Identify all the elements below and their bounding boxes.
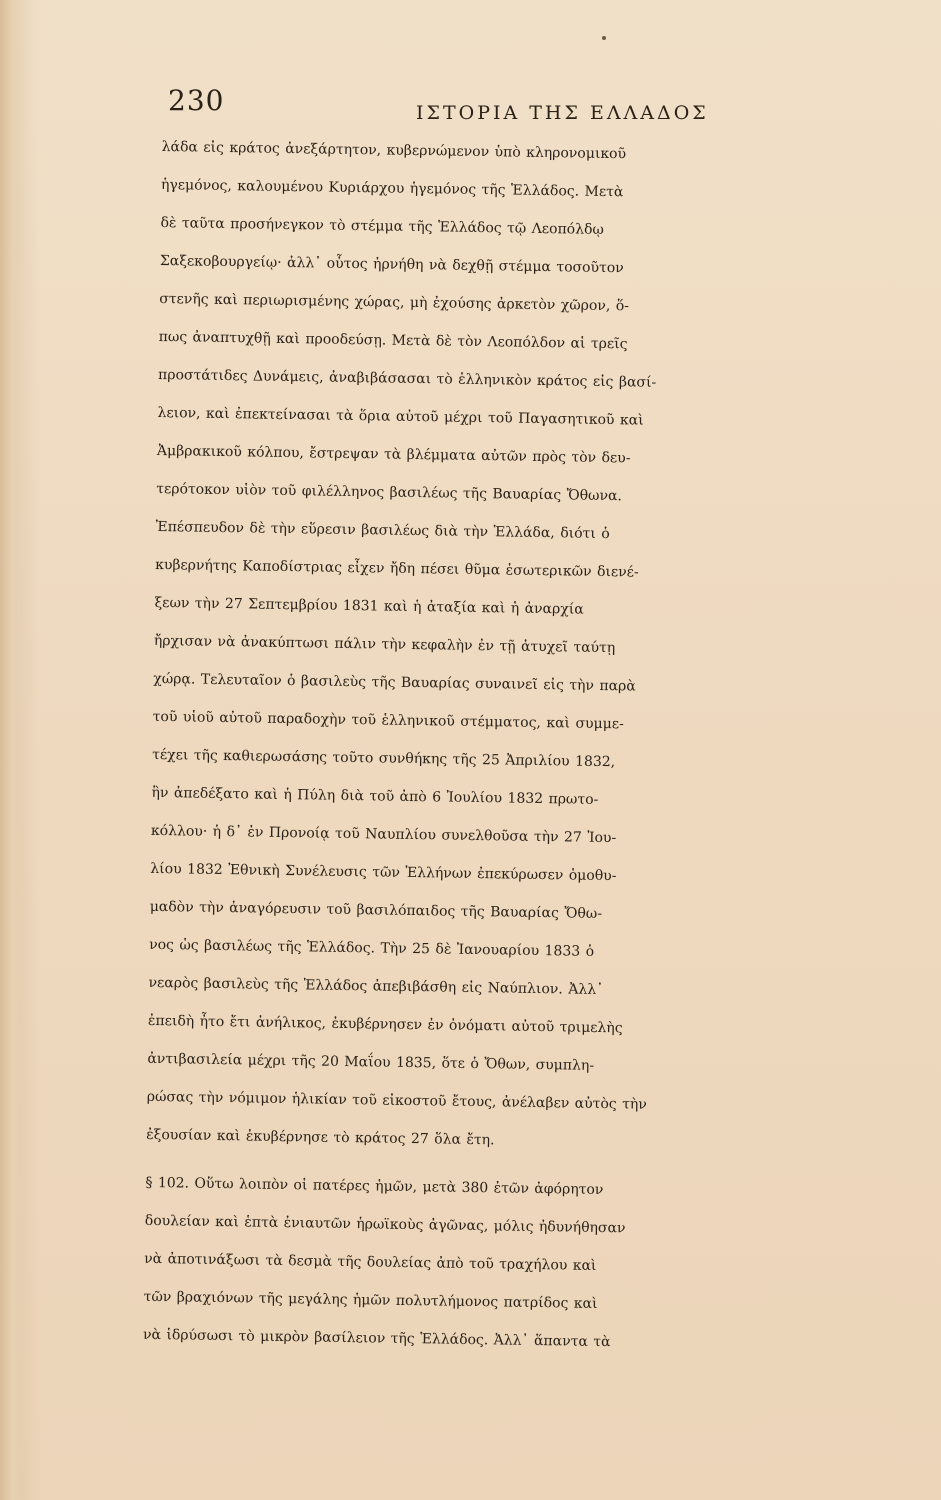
text-line: τοῦ υἱοῦ αὐτοῦ παραδοχὴν τοῦ ἑλληνικοῦ στέμματος, καὶ συμμε- (152, 708, 624, 733)
text-line: νὰ ἀποτινάξωσι τὰ δεσμὰ τῆς δουλείας ἀπὸ τοῦ τραχήλου καὶ (144, 1250, 597, 1274)
text-line: δὲ ταῦτα προσήνεγκον τὸ στέμμα τῆς Ἑλλάδος τῷ Λεοπόλδῳ (160, 214, 605, 238)
text-line: λειον, καὶ ἐπεκτείνασαι τὰ ὅρια αὐτοῦ μέχρι τοῦ Παγασητικοῦ καὶ (157, 404, 644, 429)
text-line: νος ὡς βασιλέως τῆς Ἑλλάδος. Τὴν 25 δὲ Ἰανουαρίου 1833 ὁ (149, 936, 595, 960)
text-line: δουλείαν καὶ ἑπτὰ ἐνιαυτῶν ἡρωϊκοὺς ἀγῶνας, μόλις ἠδυνήθησαν (144, 1212, 626, 1237)
text-line: Ἀμβρακικοῦ κόλπου, ἔστρεψαν τὰ βλέμματα αὐτῶν πρὸς τὸν δευ- (156, 442, 631, 467)
body-text (143, 128, 912, 1366)
text-line: μαδὸν τὴν ἀναγόρευσιν τοῦ βασιλόπαιδος τῆς Βαυαρίας Ὄθω- (149, 898, 603, 923)
text-line: τῶν βραχιόνων τῆς μεγάλης ἡμῶν πολυτλήμονος πατρίδος καὶ (143, 1288, 598, 1312)
page-binding-edge (0, 0, 22, 1500)
text-line: τερότοκον υἱὸν τοῦ φιλέλληνος βασιλέως τῆς Βαυαρίας Ὄθωνα. (156, 480, 623, 505)
text-line: κόλλου· ἡ δ᾽ ἐν Προνοίᾳ τοῦ Ναυπλίου συνελθοῦσα τὴν 27 Ἰου- (150, 822, 617, 847)
page-number: 230 (168, 84, 225, 117)
ink-speck (602, 36, 606, 40)
text-line: προστάτιδες Δυνάμεις, ἀναβιβάσασαι τὸ ἑλληνικὸν κράτος εἰς βασί- (157, 366, 657, 391)
text-line: ἐξουσίαν καὶ ἐκυβέρνησε τὸ κράτος 27 ὅλα ἔτη. (146, 1126, 495, 1149)
text-line: ἤρχισαν νὰ ἀνακύπτωσι πάλιν τὴν κεφαλὴν ἐν τῇ ἀτυχεῖ ταύτῃ (153, 632, 616, 657)
text-line: Σαξεκοβουργείῳ· ἀλλ᾽ οὗτος ἠρνήθη νὰ δεχθῇ στέμμα τοσοῦτον (159, 252, 624, 277)
text-line: νεαρὸς βασιλεὺς τῆς Ἑλλάδος ἀπεβιβάσθη εἰς Ναύπλιον. Ἀλλ᾽ (148, 974, 604, 999)
text-line: πως ἀναπτυχθῇ καὶ προοδεύσῃ. Μετὰ δὲ τὸν Λεοπόλδον αἱ τρεῖς (158, 328, 628, 353)
text-line: ἀντιβασιλεία μέχρι τῆς 20 Μαΐου 1835, ὅτε ὁ Ὄθων, συμπλη- (147, 1050, 595, 1074)
text-line: ἡγεμόνος, καλουμένου Κυριάρχου ἡγεμόνος τῆς Ἑλλάδος. Μετὰ (160, 176, 624, 201)
text-line: ἣν ἀπεδέξατο καὶ ἡ Πύλη διὰ τοῦ ἀπὸ 6 Ἰουλίου 1832 πρωτο- (151, 784, 599, 808)
text-line: ξεων τὴν 27 Σεπτεμβρίου 1831 καὶ ἡ ἀταξία καὶ ἡ ἀναρχία (154, 594, 584, 618)
text-line: Ἐπέσπευδον δὲ τὴν εὕρεσιν βασιλέως διὰ τὴν Ἑλλάδα, διότι ὁ (155, 518, 610, 543)
text-line: νὰ ἱδρύσωσι τὸ μικρὸν βασίλειον τῆς Ἑλλάδος. Ἀλλ᾽ ἅπαντα τὰ (142, 1326, 611, 1351)
text-line: ἐπειδὴ ἦτο ἔτι ἀνήλικος, ἐκυβέρνησεν ἐν ὀνόματι αὐτοῦ τριμελὴς (147, 1012, 623, 1037)
page-header (168, 84, 908, 124)
running-title: ΙΣΤΟΡΙΑ ΤΗΣ ΕΛΛΑΔΟΣ (416, 102, 709, 124)
text-line: ρώσας τὴν νόμιμον ἡλικίαν τοῦ εἰκοστοῦ ἔτους, ἀνέλαβεν αὐτὸς τὴν (146, 1088, 647, 1113)
text-line: χώρᾳ. Τελευταῖον ὁ βασιλεὺς τῆς Βαυαρίας συναινεῖ εἰς τὴν παρὰ (153, 670, 636, 695)
text-line: λάδα εἰς κράτος ἀνεξάρτητον, κυβερνώμενον ὑπὸ κληρονομικοῦ (161, 138, 627, 163)
text-line: λίου 1832 Ἐθνικὴ Συνέλευσις τῶν Ἑλλήνων ἐπεκύρωσεν ὁμοθυ- (150, 860, 617, 885)
text-line: στενῆς καὶ περιωρισμένης χώρας, μὴ ἐχούσης ἀρκετὸν χῶρον, ὅ- (159, 290, 630, 315)
paragraph-102-first-line: § 102. Οὕτω λοιπὸν οἱ πατέρες ἡμῶν, μετὰ 380 ἐτῶν ἀφόρητον (145, 1174, 604, 1199)
text-line: κυβερνήτης Καποδίστριας εἶχεν ἤδη πέσει θῦμα ἐσωτερικῶν διενέ- (155, 556, 639, 581)
text-line: τέχει τῆς καθιερωσάσης τοῦτο συνθήκης τῆς 25 Ἀπριλίου 1832, (152, 746, 616, 771)
